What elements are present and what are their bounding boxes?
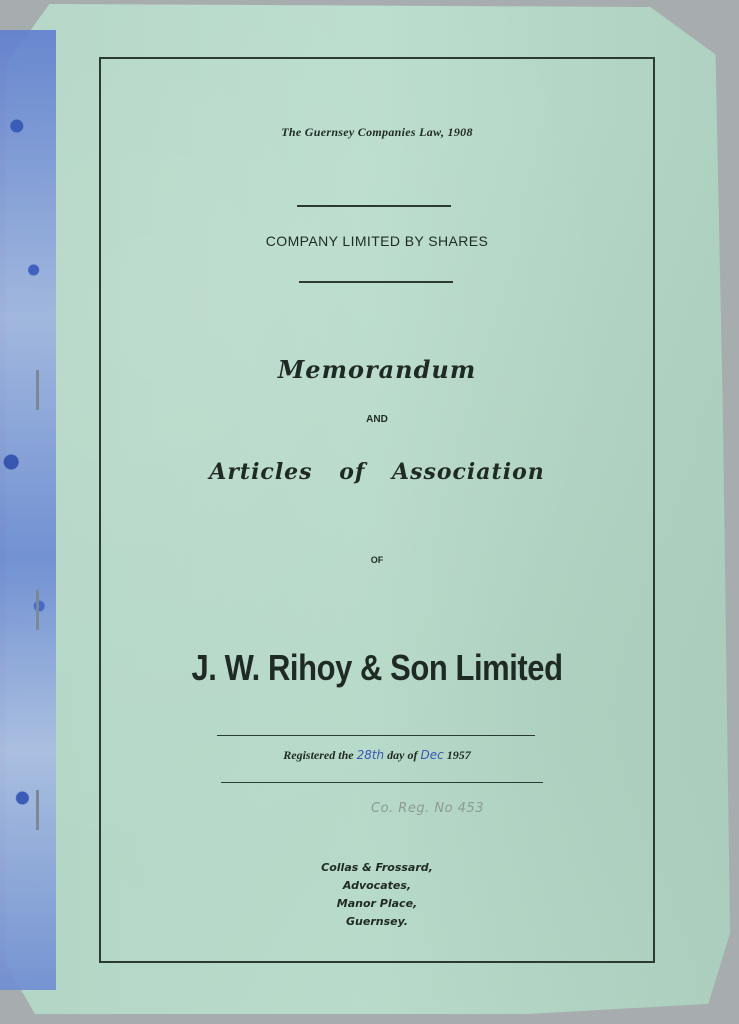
registration-month: Dec	[420, 748, 444, 762]
rule-top	[297, 205, 451, 207]
rule-under-type	[299, 281, 453, 283]
address-line-1: Collas & Frossard,	[321, 861, 433, 874]
articles-heading: Articles of Association	[209, 459, 545, 485]
pencil-note: Co. Reg. No 453	[371, 801, 484, 816]
address-line-4: Guernsey.	[346, 915, 408, 928]
memorandum-heading: Memorandum	[277, 355, 477, 384]
registration-line	[101, 748, 653, 763]
staple	[36, 370, 39, 410]
and-text: AND	[366, 414, 388, 425]
staple	[36, 590, 39, 630]
address-line-2: Advocates,	[342, 879, 412, 892]
company-type: COMPANY LIMITED BY SHARES	[265, 233, 489, 249]
bound-spine	[0, 30, 56, 990]
rule-below-registration	[221, 782, 543, 783]
company-name: J. W. Rihoy & Son Limited	[191, 647, 563, 688]
rule-above-registration	[217, 735, 535, 736]
registration-middle: day of	[387, 748, 418, 762]
advocates-address	[101, 859, 653, 931]
of-text: OF	[370, 555, 384, 565]
border-frame	[99, 57, 655, 963]
address-line-3: Manor Place,	[336, 897, 418, 910]
staple	[36, 790, 39, 830]
registration-year: 1957	[446, 748, 471, 762]
registration-day: 28th	[356, 748, 385, 762]
law-title: The Guernsey Companies Law, 1908	[281, 125, 473, 139]
registration-prefix: Registered the	[283, 748, 354, 762]
